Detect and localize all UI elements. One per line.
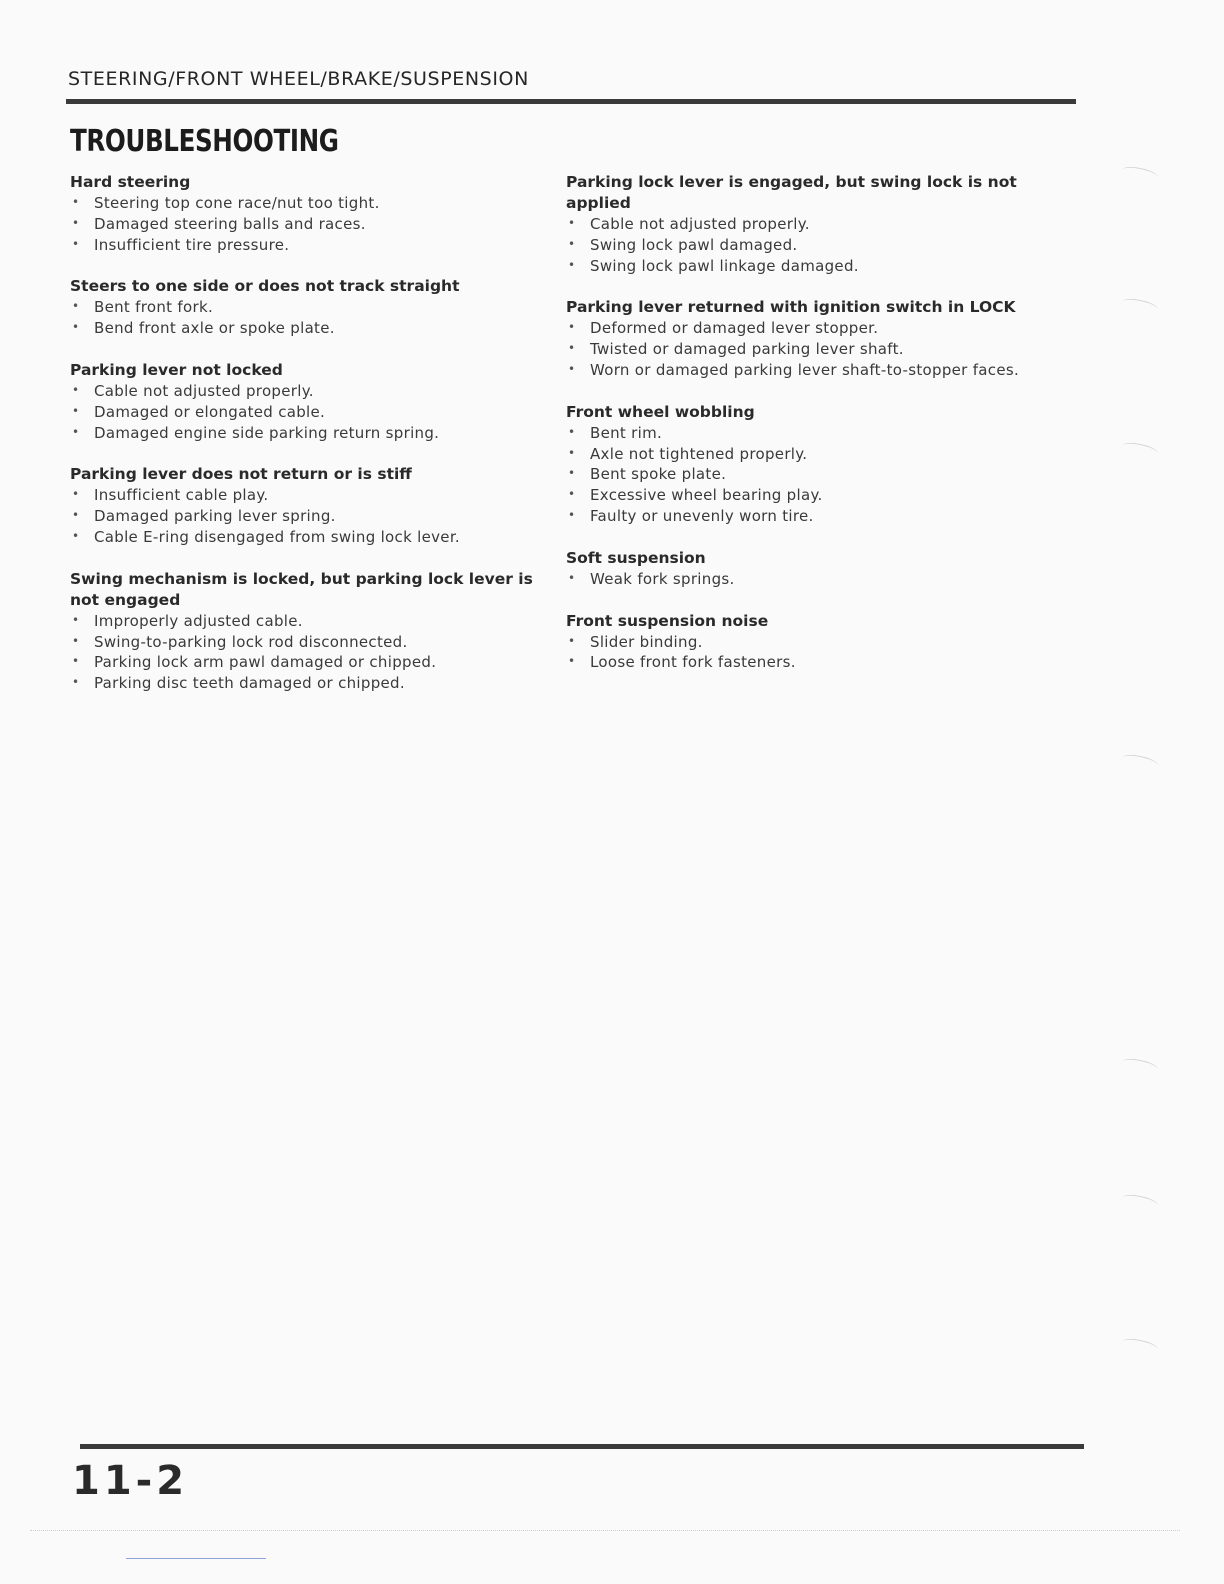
troubleshooting-group	[70, 569, 540, 694]
cause-item	[566, 214, 1036, 235]
cause-item	[566, 256, 1036, 277]
cause-list	[566, 423, 1036, 527]
troubleshooting-group	[70, 360, 540, 443]
cause-text: Improperly adjusted cable.	[94, 611, 303, 630]
left-column	[70, 172, 540, 715]
bullet-icon: •	[568, 507, 576, 522]
cause-text: Swing lock pawl linkage damaged.	[590, 256, 859, 275]
cause-item	[566, 423, 1036, 444]
cause-list	[566, 318, 1036, 380]
bullet-icon: •	[72, 424, 80, 439]
cause-text: Steering top cone race/nut too tight.	[94, 194, 380, 212]
cause-text: Bent rim.	[590, 423, 663, 442]
troubleshooting-group	[566, 172, 1036, 276]
troubleshooting-group	[566, 402, 1036, 527]
symptom-heading: Steers to one side or does not track straight	[70, 277, 460, 296]
bullet-icon: •	[72, 654, 80, 669]
cause-list	[566, 214, 1036, 276]
cause-list	[70, 485, 540, 547]
cause-text: Bent spoke plate.	[590, 465, 727, 484]
scan-margin-mark	[1121, 440, 1159, 458]
scan-artifact-line	[30, 1530, 1180, 1532]
symptom-heading: Parking lever not locked	[70, 360, 283, 379]
cause-item	[566, 318, 1036, 339]
bullet-icon: •	[568, 236, 576, 251]
cause-list	[70, 193, 540, 255]
cause-text: Cable not adjusted properly.	[94, 381, 314, 400]
bullet-icon: •	[72, 236, 80, 251]
cause-text: Parking disc teeth damaged or chipped.	[94, 674, 405, 693]
bullet-icon: •	[72, 320, 80, 335]
cause-text: Insufficient cable play.	[94, 486, 269, 505]
bullet-icon: •	[72, 528, 80, 543]
symptom-heading: Parking lock lever is engaged, but swing lock is not applied	[566, 173, 1017, 212]
cause-item	[566, 464, 1036, 485]
cause-item	[566, 444, 1036, 465]
right-column	[566, 172, 1036, 694]
cause-text: Swing lock pawl damaged.	[590, 235, 798, 254]
cause-item	[70, 506, 540, 527]
troubleshooting-group	[70, 276, 540, 339]
troubleshooting-group	[70, 464, 540, 547]
bullet-icon: •	[568, 654, 576, 669]
cause-item	[70, 297, 540, 318]
cause-text: Worn or damaged parking lever shaft-to-stopper faces.	[590, 360, 1020, 379]
cause-item	[70, 214, 540, 235]
bullet-icon: •	[568, 445, 576, 460]
cause-text: Cable not adjusted properly.	[590, 215, 810, 233]
cause-text: Weak fork springs.	[590, 569, 735, 588]
cause-item	[70, 611, 540, 632]
bullet-icon: •	[568, 361, 576, 376]
cause-text: Insufficient tire pressure.	[94, 235, 290, 254]
bullet-icon: •	[72, 612, 80, 627]
footer-rule	[80, 1444, 1084, 1449]
cause-text: Twisted or damaged parking lever shaft.	[590, 340, 904, 359]
troubleshooting-group	[566, 548, 1036, 590]
cause-list	[70, 297, 540, 339]
scan-margin-mark	[1121, 296, 1159, 314]
bullet-icon: •	[568, 216, 576, 230]
cause-item	[70, 673, 540, 694]
cause-text: Damaged parking lever spring.	[94, 507, 336, 526]
section-title: TROUBLESHOOTING	[70, 124, 339, 159]
scan-artifact-underline	[126, 1558, 266, 1559]
cause-text: Swing-to-parking lock rod disconnected.	[94, 632, 408, 651]
cause-item	[566, 485, 1036, 506]
cause-text: Damaged engine side parking return spring.	[94, 423, 440, 442]
cause-item	[70, 193, 540, 214]
cause-text: Loose front fork fasteners.	[590, 653, 796, 672]
bullet-icon: •	[568, 487, 576, 502]
troubleshooting-group	[566, 297, 1036, 380]
bullet-icon: •	[568, 257, 576, 272]
bullet-icon: •	[72, 299, 80, 314]
cause-item	[70, 402, 540, 423]
symptom-heading: Front wheel wobbling	[566, 402, 755, 421]
cause-item	[566, 652, 1036, 673]
cause-item	[70, 652, 540, 673]
cause-item	[566, 632, 1036, 653]
cause-item	[70, 527, 540, 548]
troubleshooting-group	[70, 172, 540, 255]
bullet-icon: •	[72, 403, 80, 418]
bullet-icon: •	[568, 570, 576, 585]
cause-item	[70, 381, 540, 402]
bullet-icon: •	[568, 320, 576, 335]
scan-margin-mark	[1121, 1192, 1159, 1210]
cause-text: Slider binding.	[590, 632, 703, 651]
bullet-icon: •	[72, 633, 80, 648]
cause-item	[566, 506, 1036, 527]
page-number: 11-2	[72, 1458, 189, 1504]
cause-item	[70, 485, 540, 506]
scan-margin-mark	[1121, 1056, 1159, 1074]
cause-list	[70, 611, 540, 694]
cause-list	[566, 632, 1036, 674]
cause-list	[70, 381, 540, 443]
cause-text: Deformed or damaged lever stopper.	[590, 319, 879, 338]
bullet-icon: •	[72, 215, 80, 230]
bullet-icon: •	[568, 341, 576, 356]
symptom-heading: Hard steering	[70, 173, 191, 191]
scan-margin-mark	[1121, 164, 1159, 182]
bullet-icon: •	[72, 195, 80, 209]
cause-text: Excessive wheel bearing play.	[590, 486, 823, 505]
cause-item	[566, 235, 1036, 256]
cause-text: Damaged or elongated cable.	[94, 402, 326, 421]
cause-text: Bend front axle or spoke plate.	[94, 319, 335, 338]
cause-text: Faulty or unevenly worn tire.	[590, 506, 814, 525]
cause-text: Bent front fork.	[94, 298, 214, 317]
cause-text: Damaged steering balls and races.	[94, 214, 366, 233]
bullet-icon: •	[568, 424, 576, 439]
bullet-icon: •	[568, 633, 576, 648]
cause-item	[566, 569, 1036, 590]
symptom-heading: Front suspension noise	[566, 611, 769, 630]
symptom-heading: Soft suspension	[566, 548, 706, 567]
bullet-icon: •	[72, 382, 80, 397]
troubleshooting-group	[566, 611, 1036, 674]
cause-item	[70, 632, 540, 653]
bullet-icon: •	[568, 466, 576, 481]
cause-text: Cable E-ring disengaged from swing lock lever.	[94, 527, 460, 546]
header-rule	[66, 99, 1076, 104]
cause-list	[566, 569, 1036, 590]
symptom-heading: Swing mechanism is locked, but parking lock lever is not engaged	[70, 569, 533, 609]
cause-item	[70, 235, 540, 256]
scan-margin-mark	[1121, 752, 1159, 770]
scan-margin-mark	[1121, 1336, 1159, 1354]
bullet-icon: •	[72, 508, 80, 523]
cause-item	[566, 339, 1036, 360]
cause-item	[566, 360, 1036, 381]
cause-item	[70, 423, 540, 444]
cause-text: Axle not tightened properly.	[590, 444, 808, 463]
bullet-icon: •	[72, 487, 80, 502]
bullet-icon: •	[72, 675, 80, 690]
symptom-heading: Parking lever returned with ignition switch in LOCK	[566, 298, 1016, 317]
cause-text: Parking lock arm pawl damaged or chipped.	[94, 653, 437, 672]
running-header: STEERING/FRONT WHEEL/BRAKE/SUSPENSION	[68, 68, 529, 90]
symptom-heading: Parking lever does not return or is stiff	[70, 465, 412, 484]
cause-item	[70, 318, 540, 339]
